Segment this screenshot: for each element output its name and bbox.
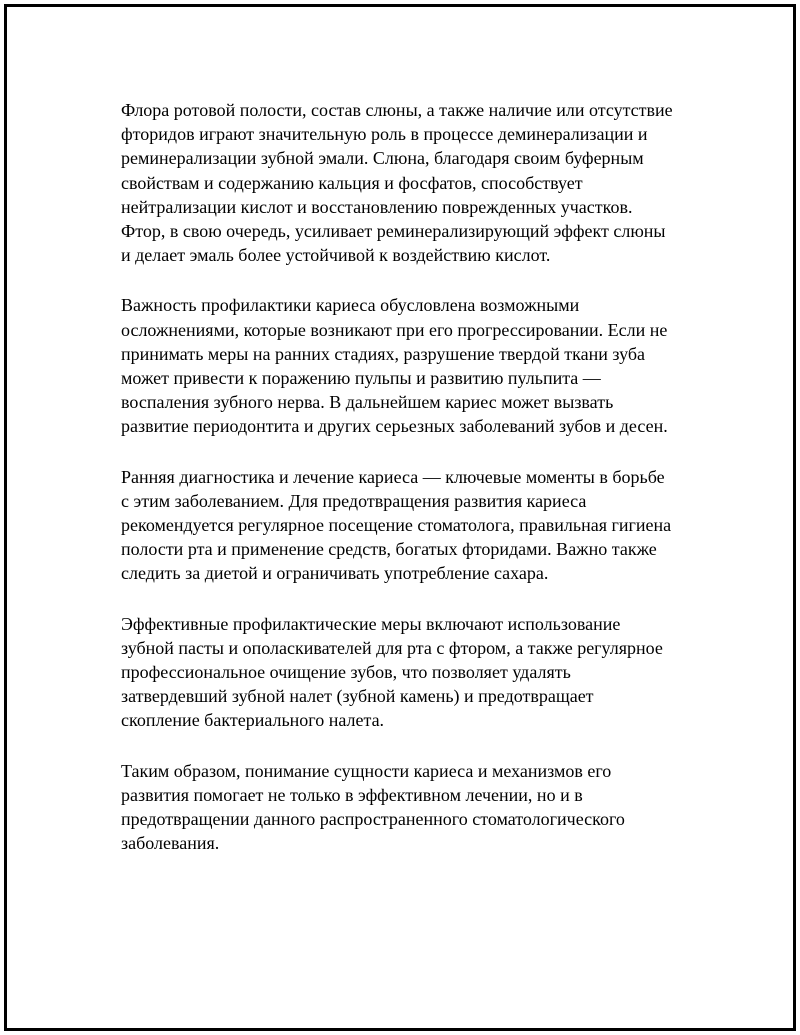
text-line: фторидов играют значительную роль в процессе деминерализации и: [121, 124, 648, 145]
paragraph-5: [121, 759, 701, 856]
text-line: принимать меры на ранних стадиях, разрушение твердой ткани зуба: [121, 343, 646, 364]
text-line: Эффективные профилактические меры включают использование: [121, 613, 621, 634]
page-frame: [4, 4, 796, 1031]
text-line: зубной пасты и ополаскивателей для рта с фтором, а также регулярное: [121, 637, 663, 658]
paragraph-3: [121, 465, 701, 586]
paragraph-2: [121, 293, 701, 438]
text-line: и делает эмаль более устойчивой к воздействию кислот.: [121, 245, 551, 266]
text-line: Таким образом, понимание сущности кариеса и механизмов его: [121, 760, 612, 781]
text-line: следить за диетой и ограничивать употребление сахара.: [121, 563, 549, 584]
text-line: предотвращении данного распространенного стоматологического: [121, 809, 625, 830]
text-line: заболевания.: [121, 833, 220, 854]
text-line: полости рта и применение средств, богатых фторидами. Важно также: [121, 539, 657, 560]
text-line: воспаления зубного нерва. В дальнейшем кариес может вызвать: [121, 392, 614, 413]
text-line: профессиональное очищение зубов, что позволяет удалять: [121, 662, 571, 683]
text-line: рекомендуется регулярное посещение стоматолога, правильная гигиена: [121, 515, 672, 536]
text-line: Ранняя диагностика и лечение кариеса — ключевые моменты в борьбе: [121, 466, 665, 487]
text-line: скопление бактериального налета.: [121, 710, 385, 731]
paragraph-1: [121, 98, 701, 267]
document-body: [121, 98, 701, 881]
text-line: нейтрализации кислот и восстановлению поврежденных участков.: [121, 196, 633, 217]
text-line: развития помогает не только в эффективном лечении, но и в: [121, 784, 583, 805]
paragraph-4: [121, 612, 701, 733]
text-line: Флора ротовой полости, состав слюны, а также наличие или отсутствие: [121, 100, 673, 120]
text-line: с этим заболеванием. Для предотвращения развития кариеса: [121, 490, 587, 511]
text-line: затвердевший зубной налет (зубной камень) и предотвращает: [121, 686, 594, 707]
text-line: свойствам и содержанию кальция и фосфатов, способствует: [121, 172, 583, 193]
text-line: Важность профилактики кариеса обусловлена возможными: [121, 295, 580, 316]
text-line: может привести к поражению пульпы и развитию пульпита —: [121, 368, 601, 389]
text-line: Фтор, в свою очередь, усиливает реминерализирующий эффект слюны: [121, 221, 666, 242]
text-line: осложнениями, которые возникают при его прогрессировании. Если не: [121, 319, 668, 340]
text-line: развитие периодонтита и других серьезных заболеваний зубов и десен.: [121, 416, 668, 437]
text-line: реминерализации зубной эмали. Слюна, благодаря своим буферным: [121, 148, 644, 169]
